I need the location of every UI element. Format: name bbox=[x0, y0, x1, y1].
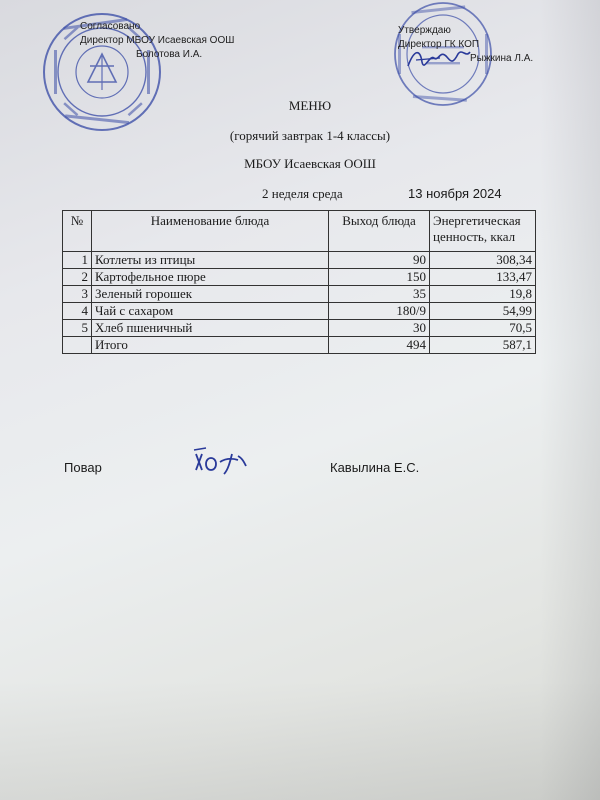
menu-table bbox=[62, 210, 536, 354]
row-output: 90 bbox=[329, 252, 430, 269]
approval-right-title: Утверждаю bbox=[398, 25, 451, 36]
header-number: № bbox=[63, 211, 92, 252]
total-empty-cell bbox=[63, 337, 92, 354]
table-row bbox=[63, 252, 536, 269]
row-dish-name: Картофельное пюре bbox=[92, 269, 329, 286]
table-header-row bbox=[63, 211, 536, 252]
table-row bbox=[63, 269, 536, 286]
total-energy: 587,1 bbox=[430, 337, 536, 354]
row-energy: 308,34 bbox=[430, 252, 536, 269]
row-output: 150 bbox=[329, 269, 430, 286]
week-day: 2 неделя среда bbox=[262, 186, 343, 201]
approval-left-title: Согласовано bbox=[80, 21, 141, 32]
row-number: 2 bbox=[63, 269, 92, 286]
approval-left-name: Болотова И.А. bbox=[136, 49, 203, 60]
approval-left-position: Директор МБОУ Исаевская ООШ bbox=[80, 35, 235, 46]
total-row bbox=[63, 337, 536, 354]
table-row bbox=[63, 286, 536, 303]
header-output: Выход блюда bbox=[329, 211, 430, 252]
total-output: 494 bbox=[329, 337, 430, 354]
total-label: Итого bbox=[92, 337, 329, 354]
row-number: 4 bbox=[63, 303, 92, 320]
cook-label: Повар bbox=[64, 460, 102, 475]
page-shadow-bottom bbox=[0, 680, 600, 800]
menu-date: 13 ноября 2024 bbox=[408, 186, 502, 201]
approval-block-left bbox=[80, 20, 234, 62]
row-dish-name: Зеленый горошек bbox=[92, 286, 329, 303]
table-row bbox=[63, 303, 536, 320]
table-row bbox=[63, 320, 536, 337]
header-dish-name: Наименование блюда bbox=[92, 211, 329, 252]
row-energy: 19,8 bbox=[430, 286, 536, 303]
school-name: МБОУ Исаевская ООШ bbox=[244, 156, 376, 171]
row-number: 3 bbox=[63, 286, 92, 303]
header-energy: Энергетическая ценность, ккал bbox=[430, 211, 536, 252]
row-number: 1 bbox=[63, 252, 92, 269]
row-dish-name: Хлеб пшеничный bbox=[92, 320, 329, 337]
row-output: 35 bbox=[329, 286, 430, 303]
row-energy: 70,5 bbox=[430, 320, 536, 337]
row-output: 180/9 bbox=[329, 303, 430, 320]
row-dish-name: Чай с сахаром bbox=[92, 303, 329, 320]
row-number: 5 bbox=[63, 320, 92, 337]
approval-right-name: Рыжкина Л.А. bbox=[470, 53, 534, 64]
page-subtitle: (горячий завтрак 1-4 классы) bbox=[229, 128, 391, 143]
director-signature bbox=[404, 44, 474, 74]
page-title: МЕНЮ bbox=[288, 98, 332, 113]
row-dish-name: Котлеты из птицы bbox=[92, 252, 329, 269]
row-energy: 54,99 bbox=[430, 303, 536, 320]
cook-signature bbox=[192, 446, 250, 476]
row-energy: 133,47 bbox=[430, 269, 536, 286]
cook-name: Кавылина Е.С. bbox=[330, 460, 420, 475]
approval-right-position: Директор ГК КОП bbox=[398, 39, 480, 50]
row-output: 30 bbox=[329, 320, 430, 337]
